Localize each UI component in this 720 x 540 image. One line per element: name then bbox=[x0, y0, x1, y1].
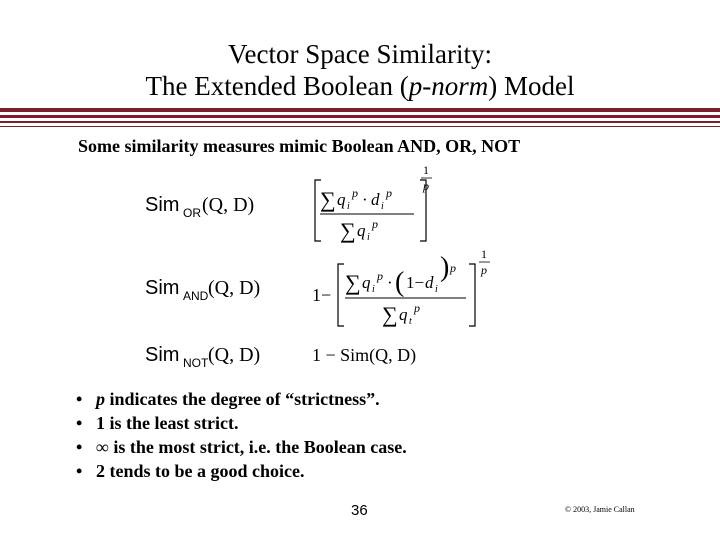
svg-text:·: · bbox=[387, 273, 393, 292]
sim-not-rhs: 1 − Sim(Q, D) bbox=[312, 345, 417, 365]
sim-and-label: Sim bbox=[145, 277, 180, 299]
title-line-2 bbox=[0, 70, 720, 102]
svg-text:i: i bbox=[347, 201, 350, 212]
formula-graphic bbox=[140, 160, 560, 375]
title-line-2-start: The Extended Boolean ( bbox=[145, 71, 409, 101]
svg-text:i: i bbox=[381, 201, 384, 212]
sim-and-subscript: AND bbox=[183, 289, 209, 303]
copyright-notice: © 2003, Jamie Callan bbox=[565, 505, 635, 514]
title-line-2-end: ) Model bbox=[488, 71, 575, 101]
sim-not-args: (Q, D) bbox=[208, 344, 261, 366]
bullet-item bbox=[76, 387, 407, 411]
svg-text:p: p bbox=[377, 269, 383, 283]
svg-text:p: p bbox=[414, 301, 420, 315]
bullet-text-1: indicates the degree of “strictness”. bbox=[105, 389, 380, 409]
rule-3 bbox=[0, 121, 720, 123]
svg-text:p: p bbox=[481, 263, 487, 277]
slide-title bbox=[0, 38, 720, 102]
svg-text:i: i bbox=[367, 232, 370, 243]
rule-2 bbox=[0, 115, 720, 118]
svg-text:p: p bbox=[386, 186, 392, 200]
sim-not-subscript: NOT bbox=[183, 356, 209, 370]
or-formula-rhs bbox=[315, 163, 432, 243]
bullet-text-3: ∞ is the most strict, i.e. the Boolean case. bbox=[96, 437, 407, 457]
decorative-rules bbox=[0, 108, 720, 130]
sim-or-args: (Q, D) bbox=[202, 194, 255, 216]
bullet-list bbox=[76, 387, 407, 483]
svg-text:∑: ∑ bbox=[320, 187, 336, 212]
svg-text:p: p bbox=[352, 186, 358, 200]
rule-1 bbox=[0, 108, 720, 112]
and-formula-rhs bbox=[312, 247, 490, 327]
svg-text:1−: 1− bbox=[312, 285, 332, 305]
svg-text:d: d bbox=[425, 273, 434, 292]
sim-and-args: (Q, D) bbox=[208, 277, 261, 299]
title-p-norm: p-norm bbox=[408, 71, 489, 101]
sim-or-subscript: OR bbox=[183, 206, 201, 220]
svg-text:i: i bbox=[435, 284, 438, 295]
svg-text:∑: ∑ bbox=[345, 270, 361, 295]
svg-text:∑: ∑ bbox=[340, 218, 356, 243]
svg-text:q: q bbox=[362, 273, 371, 292]
sim-not-label: Sim bbox=[145, 344, 180, 366]
svg-text:1−: 1− bbox=[406, 273, 425, 292]
svg-text:t: t bbox=[409, 316, 412, 327]
svg-text:i: i bbox=[372, 284, 375, 295]
bullet-text-2: 1 is the least strict. bbox=[96, 413, 239, 433]
svg-text:d: d bbox=[371, 190, 380, 209]
svg-text:q: q bbox=[337, 190, 346, 209]
title-line-1: Vector Space Similarity: bbox=[228, 39, 492, 69]
svg-text:1: 1 bbox=[481, 247, 487, 261]
svg-text:): ) bbox=[440, 252, 450, 283]
svg-text:p: p bbox=[372, 217, 378, 231]
bullet-item bbox=[76, 459, 407, 483]
sim-or-label: Sim bbox=[145, 194, 180, 216]
intro-text: Some similarity measures mimic Boolean AND, OR, NOT bbox=[78, 136, 521, 156]
page-number: 36 bbox=[351, 502, 368, 519]
svg-text:p: p bbox=[423, 179, 429, 193]
bullet-p-variable: p bbox=[96, 389, 105, 409]
svg-text:1: 1 bbox=[423, 163, 429, 177]
formula-block bbox=[140, 160, 560, 375]
bullet-item bbox=[76, 411, 407, 435]
bullet-text-4: 2 tends to be a good choice. bbox=[96, 461, 305, 481]
svg-text:∑: ∑ bbox=[382, 302, 398, 327]
svg-text:p: p bbox=[450, 261, 456, 275]
svg-text:q: q bbox=[399, 305, 408, 324]
svg-text:q: q bbox=[357, 221, 366, 240]
svg-text:(: ( bbox=[395, 267, 405, 298]
rule-4 bbox=[0, 126, 720, 127]
svg-text:·: · bbox=[362, 190, 368, 209]
bullet-item bbox=[76, 435, 407, 459]
